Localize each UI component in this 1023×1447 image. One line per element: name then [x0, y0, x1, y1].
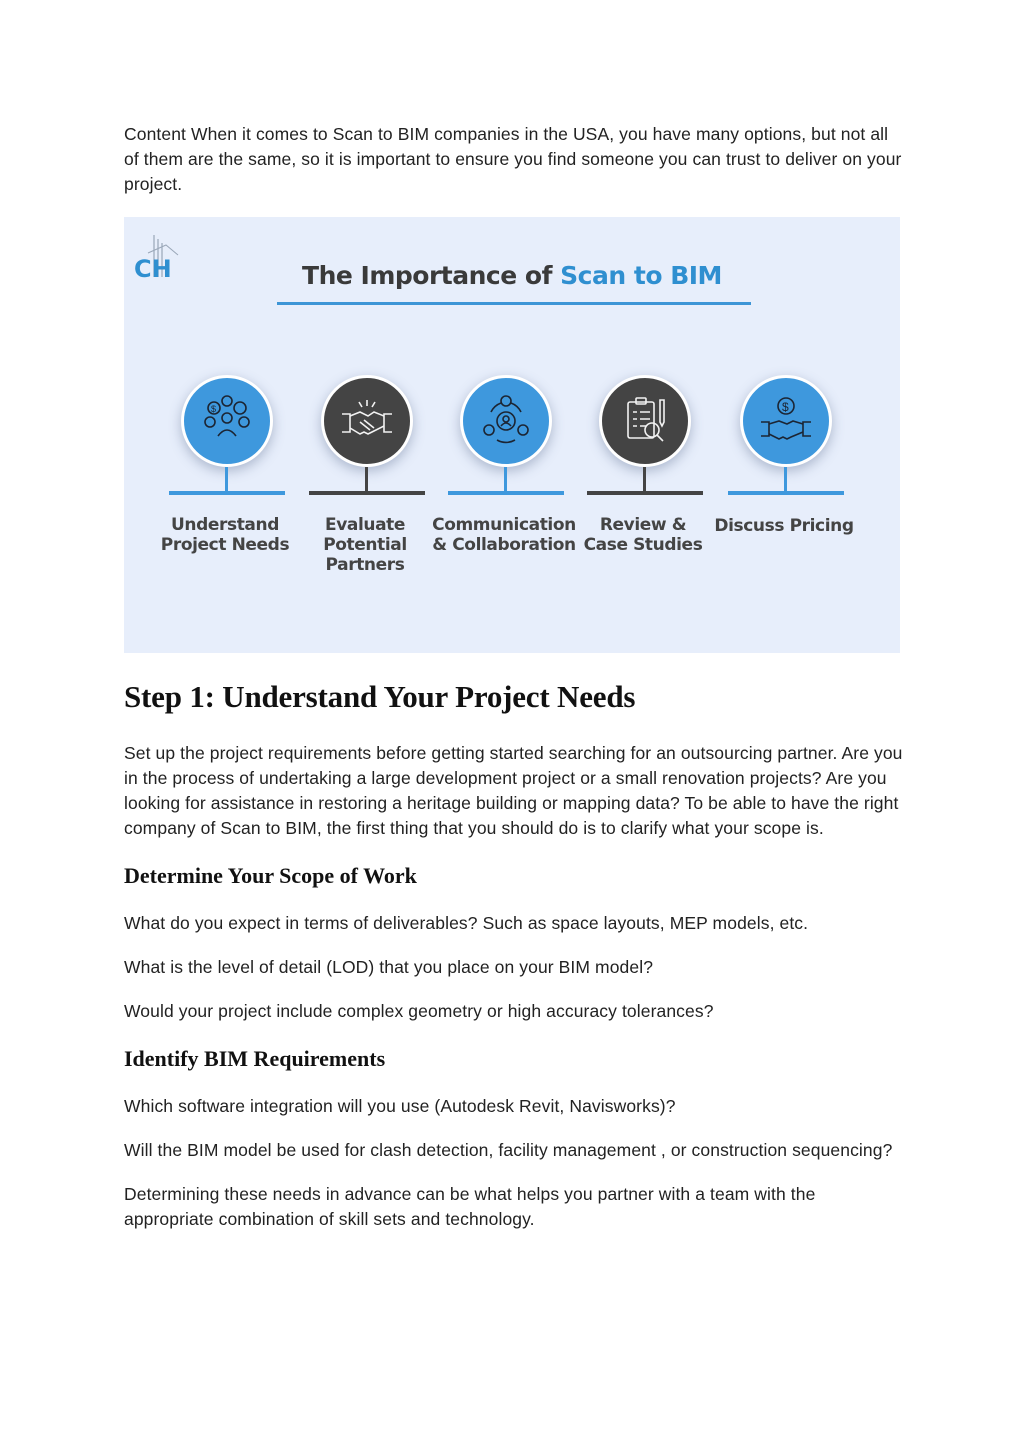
step-circle [599, 375, 691, 467]
svg-text:CH: CH [134, 255, 172, 283]
infographic-title-accent: Scan to BIM [560, 261, 722, 290]
step-circle [321, 375, 413, 467]
document-page [124, 122, 904, 1232]
step-label: Understand Project Needs [160, 515, 290, 555]
bim-requirements-heading: Identify BIM Requirements [124, 1046, 386, 1071]
step-connector [784, 467, 787, 493]
bim-item: Determining these needs in advance can be what helps you partner with a team with the appropriate combination of skill sets and technology. [124, 1184, 816, 1229]
scope-item: Would your project include complex geometry or high accuracy tolerances? [124, 1001, 714, 1021]
intro-paragraph: Content When it comes to Scan to BIM companies in the USA, you have many options, but not all of them are the same, so it is important to ensure you find someone you can trust to deliver on your project. [124, 124, 902, 194]
step-connector [365, 467, 368, 493]
step-label: Discuss Pricing [714, 516, 854, 536]
people-network-icon [198, 392, 256, 450]
scope-heading: Determine Your Scope of Work [124, 863, 417, 888]
step-base-line [169, 491, 285, 495]
step1-heading: Step 1: Understand Your Project Needs [124, 679, 636, 714]
svg-text:$: $ [211, 404, 217, 414]
step1-paragraph: Set up the project requirements before getting started searching for an outsourcing partner. Are you in the process of undertaking a large development project or a small renovation projects? Are you looking for assistance in restoring a heritage building or mapping data? To be able to have the right company of Scan to BIM, the first thing that you should do is to clarify what your scope is. [124, 743, 903, 838]
step-base-line [728, 491, 844, 495]
infographic-title [124, 261, 900, 290]
step-base-line [309, 491, 425, 495]
step-circle [740, 375, 832, 467]
step-base-line [587, 491, 703, 495]
dollar-handshake-icon [757, 392, 815, 450]
step-circle [460, 375, 552, 467]
step-label: Review & Case Studies [583, 515, 703, 555]
infographic-title-main: The Importance of [302, 261, 561, 290]
svg-text:$: $ [782, 400, 789, 414]
step-label: Evaluate Potential Partners [323, 515, 407, 575]
bim-item: Which software integration will you use (Autodesk Revit, Navisworks)? [124, 1096, 676, 1116]
scope-item: What do you expect in terms of deliverables? Such as space layouts, MEP models, etc. [124, 913, 809, 933]
step-connector [225, 467, 228, 493]
step-connector [504, 467, 507, 493]
team-collaboration-icon [477, 392, 535, 450]
handshake-icon [338, 392, 396, 450]
scope-item: What is the level of detail (LOD) that you place on your BIM model? [124, 957, 654, 977]
step-connector [643, 467, 646, 493]
bim-item: Will the BIM model be used for clash detection, facility management , or construction sequencing? [124, 1140, 893, 1160]
title-underline [277, 302, 751, 305]
step-circle [181, 375, 273, 467]
step-label: Communication & Collaboration [432, 515, 576, 555]
infographic-image [124, 217, 900, 653]
clipboard-review-icon [616, 392, 674, 450]
step-base-line [448, 491, 564, 495]
